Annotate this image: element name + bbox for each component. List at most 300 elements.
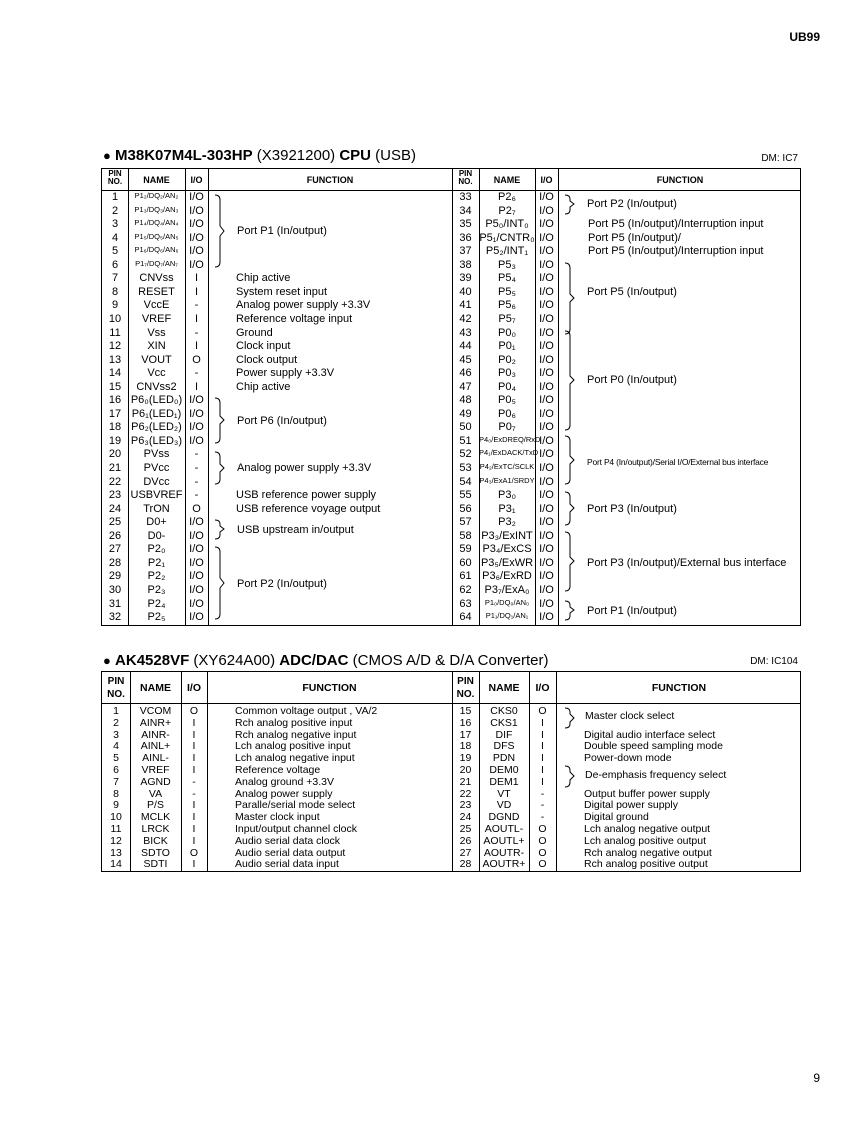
brace-deemphasis (564, 765, 576, 788)
pin-io: I (192, 740, 196, 753)
pin-function: Reference voltage (235, 764, 321, 776)
pin-row (452, 729, 802, 741)
pin-number: 14 (108, 367, 122, 380)
header2-function: FUNCTION (302, 682, 357, 694)
pin-io: O (538, 823, 547, 835)
cpu-pin-table (101, 168, 801, 626)
pin-name: D0- (147, 529, 166, 542)
table2-code: (XY624A00) (189, 652, 280, 669)
pin-number: 20 (108, 448, 122, 461)
header2-pin-no-right: PIN NO. (456, 676, 475, 700)
pin-number: 23 (108, 489, 122, 502)
pin-row (452, 835, 802, 847)
pin-function: Master clock input (235, 811, 320, 824)
pin-name: P2₀ (147, 543, 166, 556)
pin-number: 8 (111, 285, 119, 298)
pin-name: DEM0 (489, 764, 519, 776)
pin-number: 47 (459, 380, 472, 393)
pin-row (452, 530, 802, 544)
pin-io: O (538, 846, 547, 859)
pin-number: 40 (459, 285, 472, 298)
pin-name: P1₅/DQ₅/AN₅ (134, 231, 179, 241)
pin-name: P5₃ (498, 258, 516, 271)
pin-io: I/O (539, 611, 554, 624)
pin-number: 21 (108, 462, 122, 474)
pin-function: Port P5 (In/output)/ (588, 231, 681, 244)
pin-io: I (192, 811, 196, 824)
group-port-p0: Port P0 (In/output) (587, 374, 677, 386)
pin-io: I/O (539, 326, 554, 339)
pin-io: - (540, 799, 545, 812)
pin-name: LRCK (141, 823, 170, 835)
pin-name: AOUTR- (483, 846, 525, 859)
pin-name: P2₇ (498, 204, 516, 217)
pin-row (102, 367, 452, 381)
pin-name: P1₁/DQ₁/AN₁ (485, 611, 529, 621)
pin-row (452, 543, 802, 557)
brace-port-p2-right (564, 194, 576, 215)
pin-number: 23 (459, 799, 472, 812)
group-port-p3-ext: Port P3 (In/output)/External bus interface (587, 557, 787, 569)
group-usb-upstream: USB upstream in/output (237, 524, 354, 536)
pin-io: I (192, 834, 196, 847)
pin-row (452, 421, 802, 435)
pin-function: Port P5 (In/output)/Interruption input (588, 245, 764, 258)
header2-name: NAME (140, 682, 171, 694)
pin-name: AINR+ (139, 716, 172, 729)
pin-number: 61 (459, 570, 472, 583)
pin-io: I (541, 728, 544, 741)
pin-number: 36 (459, 231, 472, 244)
pin-io: I/O (189, 218, 204, 231)
pin-row (102, 543, 452, 557)
pin-io: I/O (189, 204, 204, 217)
pin-io: I/O (539, 556, 554, 569)
pin-name: PVss (143, 448, 170, 461)
pin-row (452, 435, 802, 449)
pin-row (452, 570, 802, 584)
pin-io: I/O (189, 556, 204, 569)
pin-number: 2 (113, 716, 119, 729)
pin-io: I/O (539, 597, 554, 610)
pin-row (102, 381, 452, 395)
pin-io: I (541, 752, 544, 765)
pin-io: I/O (539, 312, 554, 325)
pin-number: 5 (113, 752, 119, 765)
header-io: I/O (190, 175, 203, 185)
pin-io: I/O (189, 245, 204, 258)
pin-row (452, 408, 802, 422)
pin-io: - (540, 811, 545, 824)
pin-io: I (192, 728, 196, 741)
pin-row (102, 858, 452, 870)
pin-io: - (192, 787, 196, 800)
brace-port-p5 (564, 262, 576, 335)
pin-function: Lch analog positive output (584, 834, 707, 847)
pin-name: P3₇/ExA₀ (484, 583, 530, 596)
pin-io: I/O (539, 367, 554, 380)
header-name: NAME (143, 175, 170, 185)
pin-io: I (194, 272, 199, 285)
pin-io: - (194, 367, 199, 380)
pin-number: 12 (108, 340, 122, 353)
pin-function: Digital ground (584, 811, 649, 824)
pin-io: I/O (189, 231, 204, 244)
pin-name: AINR- (141, 728, 170, 741)
pin-io: I/O (539, 475, 554, 488)
brace-port-p4 (564, 435, 576, 485)
header2-function-right: FUNCTION (651, 682, 707, 694)
pin-number: 4 (113, 740, 119, 753)
header-pin-no: PIN NO. (107, 169, 123, 186)
pin-row (102, 340, 452, 354)
pin-number: 6 (111, 258, 119, 271)
pin-number: 2 (111, 204, 119, 217)
brace-port-p3-ext (564, 531, 576, 592)
pin-io: I (192, 764, 196, 776)
pin-function: Audio serial data output (235, 846, 346, 859)
pin-row (452, 272, 802, 286)
pin-name: P1₆/DQ₆/AN₆ (134, 245, 179, 255)
pin-row (102, 740, 452, 752)
pin-name: P1₃/DQ₃/AN₃ (134, 204, 179, 214)
pin-io: O (189, 846, 199, 859)
pin-name: CNVss2 (136, 380, 177, 393)
pin-number: 3 (111, 218, 119, 231)
pin-number: 9 (111, 299, 119, 312)
pin-name: P0₅ (498, 394, 516, 407)
pin-number: 13 (108, 353, 122, 366)
group-port-p2-right: Port P2 (In/output) (587, 198, 677, 210)
pin-function: Analog power supply (235, 787, 333, 800)
pin-number: 5 (111, 245, 119, 258)
pin-name: P1₀/DQ₀/AN₀ (484, 597, 530, 607)
pin-name: DFS (493, 740, 515, 753)
pin-io: I/O (539, 502, 554, 515)
pin-name: P4₃/ExA1/SRDY (479, 475, 535, 485)
pin-number: 53 (459, 462, 472, 474)
adc-dac-pin-table (101, 671, 801, 872)
pin-name: D0+ (146, 516, 167, 529)
group-analog-power: Analog power supply +3.3V (237, 462, 372, 474)
pin-number: 26 (108, 529, 122, 542)
group-master-clock-select: Master clock select (585, 710, 675, 722)
header2-name-right: NAME (488, 682, 520, 694)
pin-name: P5₁/CNTR₀ (479, 231, 535, 244)
pin-number: 31 (108, 597, 122, 610)
header-io-right: I/O (540, 175, 553, 185)
pin-name: SDTO (141, 846, 170, 859)
pin-io: I/O (539, 299, 554, 312)
group-port-p4: Port P4 (In/output)/Serial I/O/External bus interface (587, 457, 769, 467)
pin-number: 51 (459, 434, 472, 447)
pin-number: 27 (459, 846, 472, 859)
group-port-p6: Port P6 (In/output) (237, 415, 327, 427)
table2-title: ● AK4528VF (XY624A00) ADC/DAC (CMOS A/D & D/A Converter) (103, 652, 549, 669)
pin-number: 15 (459, 705, 472, 717)
pin-name: P5₆ (498, 299, 516, 312)
pin-name: P6₂(LED₂) (131, 421, 182, 434)
pin-io: O (192, 353, 201, 366)
pin-row (452, 823, 802, 835)
pin-number: 56 (459, 502, 472, 515)
pin-name: TrON (143, 502, 170, 515)
pin-number: 35 (459, 218, 472, 231)
pin-function: Rch analog negative input (235, 728, 357, 741)
brace-port-p6 (214, 397, 226, 444)
group-deemphasis-select: De-emphasis frequency select (585, 769, 727, 781)
pin-name: P3₆/ExRD (482, 570, 532, 583)
pin-name: AGND (140, 775, 171, 788)
pin-function: Analog ground +3.3V (235, 775, 334, 788)
pin-number: 9 (113, 799, 119, 812)
pin-function: Lch analog negative output (584, 823, 711, 835)
pin-row (452, 232, 802, 246)
pin-row (102, 313, 452, 327)
pin-number: 49 (459, 407, 472, 420)
pin-name: P4₂/ExTC/SCLK (479, 462, 535, 471)
pin-name: P5₂/INT₁ (485, 245, 529, 258)
pin-row (102, 776, 452, 788)
pin-row (102, 611, 452, 625)
pin-function: Rch analog positive output (584, 858, 708, 871)
pin-name: DIF (495, 728, 513, 741)
brace-master-clock (564, 707, 576, 729)
pin-io: - (194, 489, 199, 502)
pin-function: Rch analog negative output (584, 846, 712, 859)
pin-row (102, 435, 452, 449)
pin-number: 62 (459, 583, 472, 596)
pin-io: I/O (539, 462, 554, 474)
pin-name: P4₀/ExDREQ/RxD (479, 434, 541, 444)
pin-name: P2₂ (147, 570, 166, 583)
pin-function: USB reference power supply (236, 489, 377, 502)
pin-function: USB reference voyage output (236, 502, 381, 515)
pin-name: P0₀ (497, 326, 517, 339)
pin-name: PVcc (143, 462, 170, 474)
pin-function: Lch analog positive input (235, 740, 351, 753)
pin-number: 37 (459, 245, 472, 258)
pin-number: 54 (459, 475, 472, 488)
pin-name: P2₁ (147, 556, 166, 569)
pin-row (102, 354, 452, 368)
pin-io: I (541, 775, 544, 788)
pin-name: P2₃ (147, 583, 166, 596)
pin-name: P/S (147, 799, 164, 812)
pin-io: - (194, 299, 199, 312)
pin-row (102, 327, 452, 341)
pin-io: I/O (539, 489, 554, 502)
pin-function: Digital power supply (584, 799, 678, 812)
pin-name: P0₄ (498, 380, 516, 393)
pin-io: I/O (189, 543, 204, 556)
pin-number: 19 (459, 752, 472, 765)
table1-code: (X3921200) (252, 147, 340, 164)
pin-number: 60 (459, 556, 472, 569)
header2-io-right: I/O (535, 682, 550, 694)
header-function-right: FUNCTION (656, 175, 704, 185)
pin-function: Clock input (236, 340, 291, 353)
pin-io: I (192, 858, 196, 871)
pin-number: 22 (108, 475, 122, 488)
pin-row (452, 394, 802, 408)
pin-number: 57 (459, 516, 472, 529)
pin-number: 14 (110, 858, 122, 871)
pin-number: 15 (108, 380, 122, 393)
pin-name: P0₇ (498, 421, 516, 434)
pin-io: I/O (539, 272, 554, 285)
pin-name: CNVss (139, 272, 174, 285)
group-port-p3: Port P3 (In/output) (587, 503, 677, 515)
pin-name: SDTI (143, 858, 168, 871)
pin-number: 55 (459, 489, 472, 502)
pin-number: 34 (459, 204, 472, 217)
pin-io: O (538, 858, 547, 871)
pin-name: USBVREF (130, 489, 183, 502)
pin-io: I (192, 799, 196, 812)
pin-number: 16 (108, 394, 122, 407)
pin-name: AOUTR+ (482, 858, 526, 871)
pin-number: 10 (110, 811, 122, 824)
pin-number: 58 (459, 529, 472, 542)
pin-name: VD (496, 799, 512, 812)
pin-row (102, 729, 452, 741)
pin-row (102, 245, 452, 259)
pin-io: I/O (539, 285, 554, 298)
pin-io: I/O (539, 353, 554, 366)
pin-name: P1₂/DQ₂/AN₂ (134, 191, 179, 200)
pin-io: I/O (539, 407, 554, 420)
pin-name: VREF (141, 764, 170, 776)
pin-name: P3₃/ExINT (481, 529, 533, 542)
pin-io: I (192, 823, 196, 835)
pin-name: AINL+ (140, 740, 171, 753)
header2-io: I/O (186, 682, 201, 694)
pin-function: Lch analog negative input (235, 752, 355, 765)
pin-row (452, 489, 802, 503)
pin-number: 59 (459, 543, 472, 556)
pin-io: I (192, 752, 196, 765)
pin-io: I/O (539, 543, 554, 556)
page-number: 9 (813, 1071, 820, 1085)
pin-number: 63 (459, 597, 472, 610)
pin-row (452, 811, 802, 823)
pin-io: I/O (189, 529, 204, 542)
pin-row (452, 354, 802, 368)
pin-row (102, 847, 452, 859)
brace-port-p0 (564, 330, 576, 431)
pin-row (452, 299, 802, 313)
pin-number: 25 (108, 516, 122, 529)
pin-io: I/O (189, 407, 204, 420)
pin-row (102, 394, 452, 408)
brace-port-p1 (214, 194, 226, 268)
pin-number: 41 (459, 299, 472, 312)
pin-row (102, 788, 452, 800)
group-port-p1-right: Port P1 (In/output) (587, 605, 677, 617)
pin-number: 11 (109, 326, 121, 339)
pin-number: 25 (459, 823, 472, 835)
brace-port-p3 (564, 491, 576, 526)
pin-io: I/O (539, 529, 554, 542)
pin-name: P5₄ (498, 272, 516, 285)
pin-io: I (192, 716, 196, 729)
pin-name: P5₇ (498, 312, 516, 325)
pin-io: I/O (189, 258, 204, 271)
pin-row (102, 835, 452, 847)
header-pin-no-right: PIN NO. (458, 169, 473, 186)
pin-row (102, 503, 452, 517)
pin-io: I/O (189, 516, 204, 529)
pin-name: AOUTL- (484, 823, 524, 835)
pin-io: I/O (189, 421, 204, 434)
pin-io: I/O (189, 583, 204, 596)
pin-number: 11 (110, 823, 122, 835)
pin-number: 43 (459, 326, 472, 339)
group-port-p5: Port P5 (In/output) (587, 286, 677, 298)
header-function: FUNCTION (306, 175, 354, 185)
pin-row (102, 705, 452, 717)
pin-row (102, 823, 452, 835)
table2-extra: (CMOS A/D & D/A Converter) (348, 652, 549, 669)
pin-name: Vss (147, 326, 166, 339)
pin-name: P1₄/DQ₄/AN₄ (134, 218, 179, 228)
pin-number: 10 (108, 312, 122, 325)
pin-number: 39 (459, 272, 472, 285)
pin-io: I (194, 285, 199, 298)
pin-name: DGND (488, 811, 520, 824)
pin-io: I (541, 740, 544, 753)
pin-function: Reference voltage input (236, 312, 353, 325)
pin-number: 45 (459, 353, 472, 366)
pin-number: 22 (459, 787, 472, 800)
pin-name: AOUTL+ (483, 834, 525, 847)
pin-io: - (194, 448, 199, 461)
header2-pin-no: PIN NO. (107, 676, 125, 700)
pin-name: P2₅ (147, 611, 166, 624)
pin-number: 18 (459, 740, 472, 753)
pin-name: VOUT (141, 353, 172, 366)
brace-analog (214, 451, 226, 485)
pin-number: 64 (459, 611, 472, 624)
pin-name: DVcc (143, 475, 170, 488)
pin-io: I/O (539, 191, 554, 203)
pin-row (102, 489, 452, 503)
pin-io: I/O (539, 421, 554, 434)
pin-row (452, 858, 802, 870)
pin-row (452, 313, 802, 327)
pin-number: 6 (113, 764, 119, 776)
pin-io: I/O (539, 231, 554, 244)
pin-number: 1 (113, 705, 119, 717)
pin-name: P3₀ (497, 489, 517, 502)
pin-row (102, 259, 452, 273)
pin-function: Digital audio interface select (584, 728, 716, 741)
pin-row (102, 557, 452, 571)
pin-io: O (189, 705, 199, 717)
pin-row (102, 799, 452, 811)
pin-number: 24 (108, 502, 122, 515)
pin-number: 7 (111, 272, 119, 285)
pin-io: I (541, 764, 544, 776)
pin-name: AINL- (142, 752, 169, 765)
pin-number: 38 (459, 258, 472, 271)
pin-io: - (540, 787, 545, 800)
pin-number: 50 (459, 421, 472, 434)
pin-number: 48 (459, 394, 472, 407)
table1-part-number: M38K07M4L-303HP (115, 147, 253, 164)
pin-number: 18 (108, 421, 122, 434)
